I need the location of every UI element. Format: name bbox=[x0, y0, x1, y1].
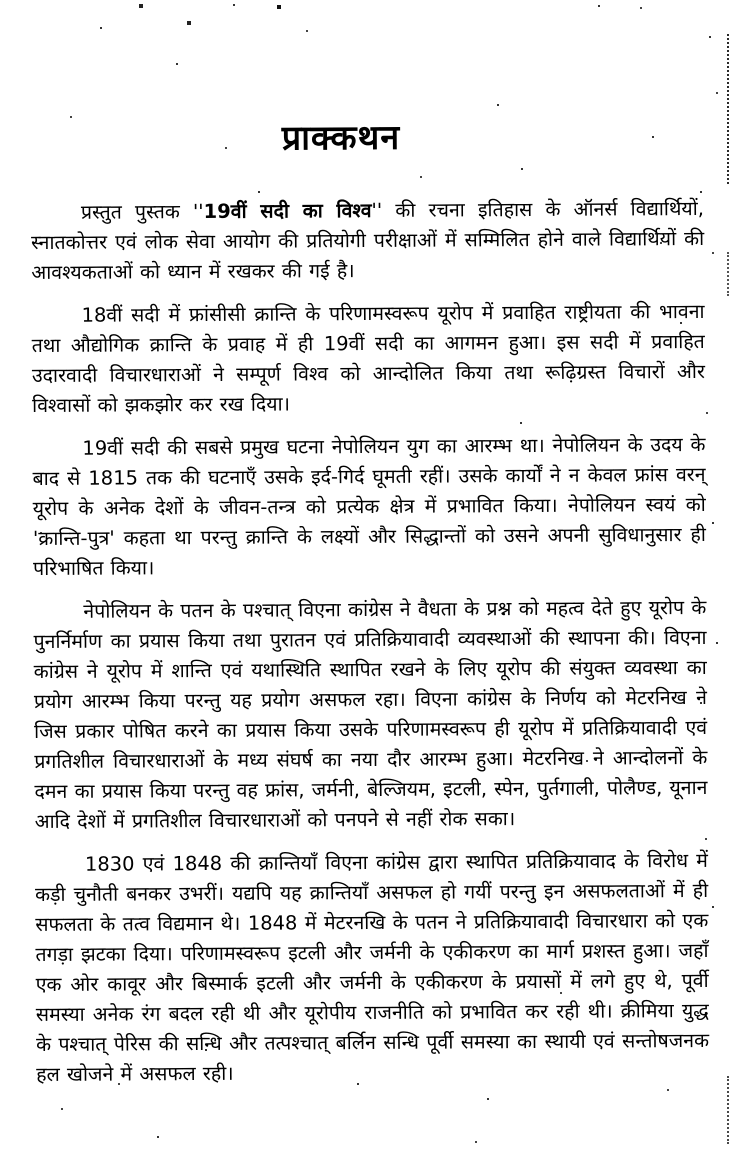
paragraph-2: 18वीं सदी में फ्रांसीसी क्रान्ति के परिणामस्वरूप यूरोप में प्रवाहित राष्ट्रीयता की भावना तथा औद्योगिक क्रान्ति के प्रवाह में ही 19वीं सदी का आगमन हुआ। इस सदी में प्रवाहित उदारवादी विचारधाराओं ने सम्पूर्ण विश्व को आन्दोलित किया तथा रूढ़िग्रस्त विचारों और विश्वासों को झकझोर कर रख दिया। bbox=[31, 299, 706, 418]
paragraph-4: नेपोलियन के पतन के पश्चात् विएना कांग्रेस ने वैधता के प्रश्न को महत्व देते हुए यूरोप के पुनर्निर्माण का प्रयास किया तथा पुरातन एवं प्रतिक्रियावादी व्यवस्थाओं की स्थापना की। विएना कांग्रेस ने यूरोप में शान्ति एवं यथास्थिति स्थापित रखने के लिए यूरोप की संयुक्त व्यवस्था का प्रयोग आरम्भ किया परन्तु यह प्रयोग असफल रहा। विएना कांग्रेस के निर्णय को मेटरनिख ने जिस प्रकार पोषित करने का प्रयास किया उसके परिणामस्वरूप ही यूरोप में प्रतिक्रियावादी एवं प्रगतिशील विचारधाराओं के मध्य संघर्ष का नया दौर आरम्भ हुआ। मेटरनिख ने आन्दोलनों के दमन का प्रयास किया परन्तु वह फ्रांस, जर्मनी, बेल्जियम, इटली, स्पेन, पुर्तगाली, पोलैण्ड, यूनान आदि देशों में प्रगतिशील विचारधाराओं को पनपने से नहीं रोक सका। bbox=[33, 595, 708, 834]
paragraph-text: '' की रचना इतिहास के ऑनर्स विद्यार्थियों, स्नातकोत्तर एवं लोक सेवा आयोग की प्रतियोगी परीक्षाओं में सम्मिलित होने वाले विद्यार्थियों की आवश्यकताओं को ध्यान में रखकर की गई है। bbox=[31, 196, 705, 285]
page-content bbox=[30, 0, 710, 1103]
paragraph-3: 19वीं सदी की सबसे प्रमुख घटना नेपोलियन युग का आरम्भ था। नेपोलियन के उदय के बाद से 1815 तक की घटनाएँ उसके इर्द-गिर्द घूमती रहीं। उसके कार्यों ने न केवल फ्रांस वरन् यूरोप के अनेक देशों के जीवन-तन्त्र को प्रत्येक क्षेत्र में प्रभावित किया। नेपोलियन स्वयं को 'क्रान्ति-पुत्र' कहता था परन्तु क्रान्ति के लक्ष्यों और सिद्धान्तों को उसने अपनी सुविधानुसार ही परिभाषित किया। bbox=[32, 432, 706, 581]
paragraph-5: 1830 एवं 1848 की क्रान्तियाँ विएना कांग्रेस द्वारा स्थापित प्रतिक्रियावाद के विरोध में कड़ी चुनौती बनकर उभरीं। यद्यपि यह क्रान्तियाँ असफल हो गयीं परन्तु इन असफलताओं में ही सफलता के तत्व विद्यमान थे। 1848 में मेटरनखि के पतन ने प्रतिक्रियावादी विचारधारा को एक तगड़ा झटका दिया। परिणामस्वरूप इटली और जर्मनी के एकीकरण का मार्ग प्रशस्त हुआ। जहाँ एक ओर कावूर और बिस्मार्क इटली और जर्मनी के एकीकरण के प्रयासों में लगे हुए थे, पूर्वी समस्या अनेक रंग बदल रही थी और यूरोपीय राजनीति को प्रभावित कर रही थी। क्रीमिया युद्ध के पश्चात् पेरिस की सन्धि और तत्पश्चात् बर्लिन सन्धि पूर्वी समस्या का स्थायी एवं सन्तोषजनक हल खोजने में असफल रही। bbox=[35, 848, 710, 1087]
paragraph-text: प्रस्तुत पुस्तक '' bbox=[80, 200, 204, 224]
page-title: प्राक्कथन bbox=[281, 117, 401, 159]
paragraph-1 bbox=[31, 194, 705, 288]
book-title: 19वीं सदी का विश्व bbox=[203, 198, 372, 224]
scan-edge-artifact bbox=[727, 1076, 729, 1144]
scan-edge-artifact bbox=[727, 34, 729, 184]
scan-edge-artifact bbox=[727, 252, 729, 296]
scan-noise-specks bbox=[0, 0, 2, 2]
